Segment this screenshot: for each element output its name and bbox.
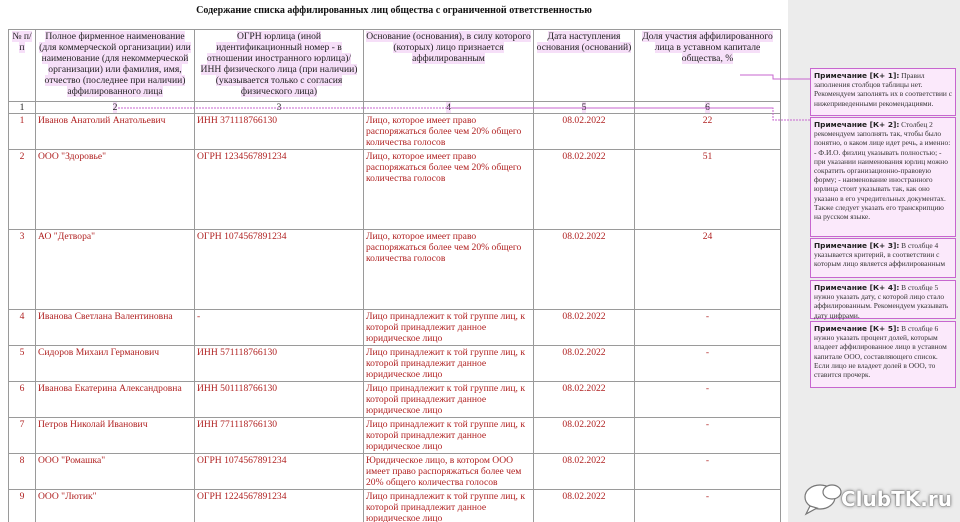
row-share: -: [635, 490, 781, 522]
row-name: Иванов Анатолий Анатольевич: [36, 114, 195, 150]
row-number: 8: [9, 454, 36, 490]
comment-3[interactable]: Примечание [К+ 3]: В столбце 4 указывается критерий, в соответствии с которым лицо является аффилированным: [810, 238, 956, 278]
affiliates-table: [8, 29, 781, 522]
header-share: Доля участия аффилированного лица в уставном капитале общества, %: [635, 30, 781, 102]
row-share: 51: [635, 150, 781, 230]
row-basis: Лицо, которое имеет право распоряжаться более чем 20% общего количества голосов: [364, 114, 534, 150]
row-id: ОГРН 1074567891234: [195, 230, 364, 310]
row-basis: Лицо, которое имеет право распоряжаться более чем 20% общего количества голосов: [364, 150, 534, 230]
row-date: 08.02.2022: [534, 382, 635, 418]
header-name: Полное фирменное наименование (для коммерческой организации) или наименование (для некоммерческой организации) или фамилия, имя, отчество (последнее при наличии) аффилированного лица: [36, 30, 195, 102]
row-basis: Лицо принадлежит к той группе лиц, к которой принадлежит данное юридическое лицо: [364, 310, 534, 346]
row-name: ООО "Лютик": [36, 490, 195, 522]
row-basis: Лицо, которое имеет право распоряжаться более чем 20% общего количества голосов: [364, 230, 534, 310]
row-name: Петров Николай Иванович: [36, 418, 195, 454]
table-row: [9, 490, 781, 522]
table-row: [9, 346, 781, 382]
row-id: ОГРН 1234567891234: [195, 150, 364, 230]
table-row: [9, 382, 781, 418]
column-number: 2: [36, 102, 195, 114]
row-number: 4: [9, 310, 36, 346]
row-share: -: [635, 418, 781, 454]
watermark-logo: ClubTK.ru: [841, 487, 952, 511]
row-id: -: [195, 310, 364, 346]
row-name: Сидоров Михаил Германович: [36, 346, 195, 382]
table-row: [9, 150, 781, 230]
column-number: 3: [195, 102, 364, 114]
comment-5[interactable]: Примечание [К+ 5]: В столбце 6 нужно указать процент долей, которым владеет аффилированное лицо в уставном капитале ООО, составляющего список. Если лицо не владеет долей в ООО, то ставится прочерк.: [810, 321, 956, 388]
row-number: 6: [9, 382, 36, 418]
row-basis: Лицо принадлежит к той группе лиц, к которой принадлежит данное юридическое лицо: [364, 346, 534, 382]
column-number: 4: [364, 102, 534, 114]
row-share: -: [635, 382, 781, 418]
document-title: Содержание списка аффилированных лиц общества с ограниченной ответственностью: [196, 5, 592, 16]
row-date: 08.02.2022: [534, 230, 635, 310]
table-row: [9, 454, 781, 490]
row-id: ОГРН 1074567891234: [195, 454, 364, 490]
row-id: ИНН 371118766130: [195, 114, 364, 150]
table-row: [9, 310, 781, 346]
header-row: [9, 30, 781, 102]
row-basis: Юридическое лицо, в котором ООО имеет право распоряжаться более чем 20% общего количества голосов: [364, 454, 534, 490]
row-name: ООО "Здоровье": [36, 150, 195, 230]
column-number: 6: [635, 102, 781, 114]
row-share: -: [635, 346, 781, 382]
row-basis: Лицо принадлежит к той группе лиц, к которой принадлежит данное юридическое лицо: [364, 382, 534, 418]
row-name: Иванова Светлана Валентиновна: [36, 310, 195, 346]
row-date: 08.02.2022: [534, 418, 635, 454]
row-number: 1: [9, 114, 36, 150]
row-share: -: [635, 310, 781, 346]
row-date: 08.02.2022: [534, 454, 635, 490]
row-share: 22: [635, 114, 781, 150]
row-number: 7: [9, 418, 36, 454]
row-basis: Лицо принадлежит к той группе лиц, к которой принадлежит данное юридическое лицо: [364, 490, 534, 522]
row-date: 08.02.2022: [534, 114, 635, 150]
comment-4[interactable]: Примечание [К+ 4]: В столбце 5 нужно указать дату, с которой лицо стало аффилированным. Рекомендуем указывать дату цифрами.: [810, 280, 956, 319]
header-basis: Основание (основания), в силу которого (которых) лицо признается аффилированным: [364, 30, 534, 102]
row-id: ОГРН 1224567891234: [195, 490, 364, 522]
row-date: 08.02.2022: [534, 490, 635, 522]
row-number: 5: [9, 346, 36, 382]
row-date: 08.02.2022: [534, 346, 635, 382]
comment-2[interactable]: Примечание [К+ 2]: Столбец 2 рекомендуем заполнять так, чтобы было понятно, о каком лице идет речь, а именно: - Ф.И.О. физлиц указывать полностью; - при указании наименования юрлиц можно сократить организационно-правовую форму; - наименование иностранного юрлица стоит указывать так, как оно указано в его учредительных документах. Также следует указать его транскрипцию на русском языке.: [810, 117, 956, 237]
row-number: 3: [9, 230, 36, 310]
header-number: № п/п: [9, 30, 36, 102]
row-share: -: [635, 454, 781, 490]
row-name: ООО "Ромашка": [36, 454, 195, 490]
column-number: 1: [9, 102, 36, 114]
table-row: [9, 418, 781, 454]
table-row: [9, 230, 781, 310]
row-number: 9: [9, 490, 36, 522]
header-id: ОГРН юрлица (иной идентификационный номер - в отношении иностранного юрлица)/ ИНН физического лица (при наличии) (указывается только с согласия физического лица): [195, 30, 364, 102]
table-row: [9, 114, 781, 150]
row-id: ИНН 771118766130: [195, 418, 364, 454]
row-name: Иванова Екатерина Александровна: [36, 382, 195, 418]
row-id: ИНН 501118766130: [195, 382, 364, 418]
row-share: 24: [635, 230, 781, 310]
row-number: 2: [9, 150, 36, 230]
row-date: 08.02.2022: [534, 310, 635, 346]
row-id: ИНН 571118766130: [195, 346, 364, 382]
comment-1[interactable]: Примечание [К+ 1]: Правил заполнения столбцов таблицы нет. Рекомендуем заполнять их в соответствии с нижеприведенными рекомендациями.: [810, 68, 956, 116]
column-number-row: [9, 102, 781, 114]
row-date: 08.02.2022: [534, 150, 635, 230]
row-name: АО "Детвора": [36, 230, 195, 310]
column-number: 5: [534, 102, 635, 114]
row-basis: Лицо принадлежит к той группе лиц, к которой принадлежит данное юридическое лицо: [364, 418, 534, 454]
header-date: Дата наступления основания (оснований): [534, 30, 635, 102]
